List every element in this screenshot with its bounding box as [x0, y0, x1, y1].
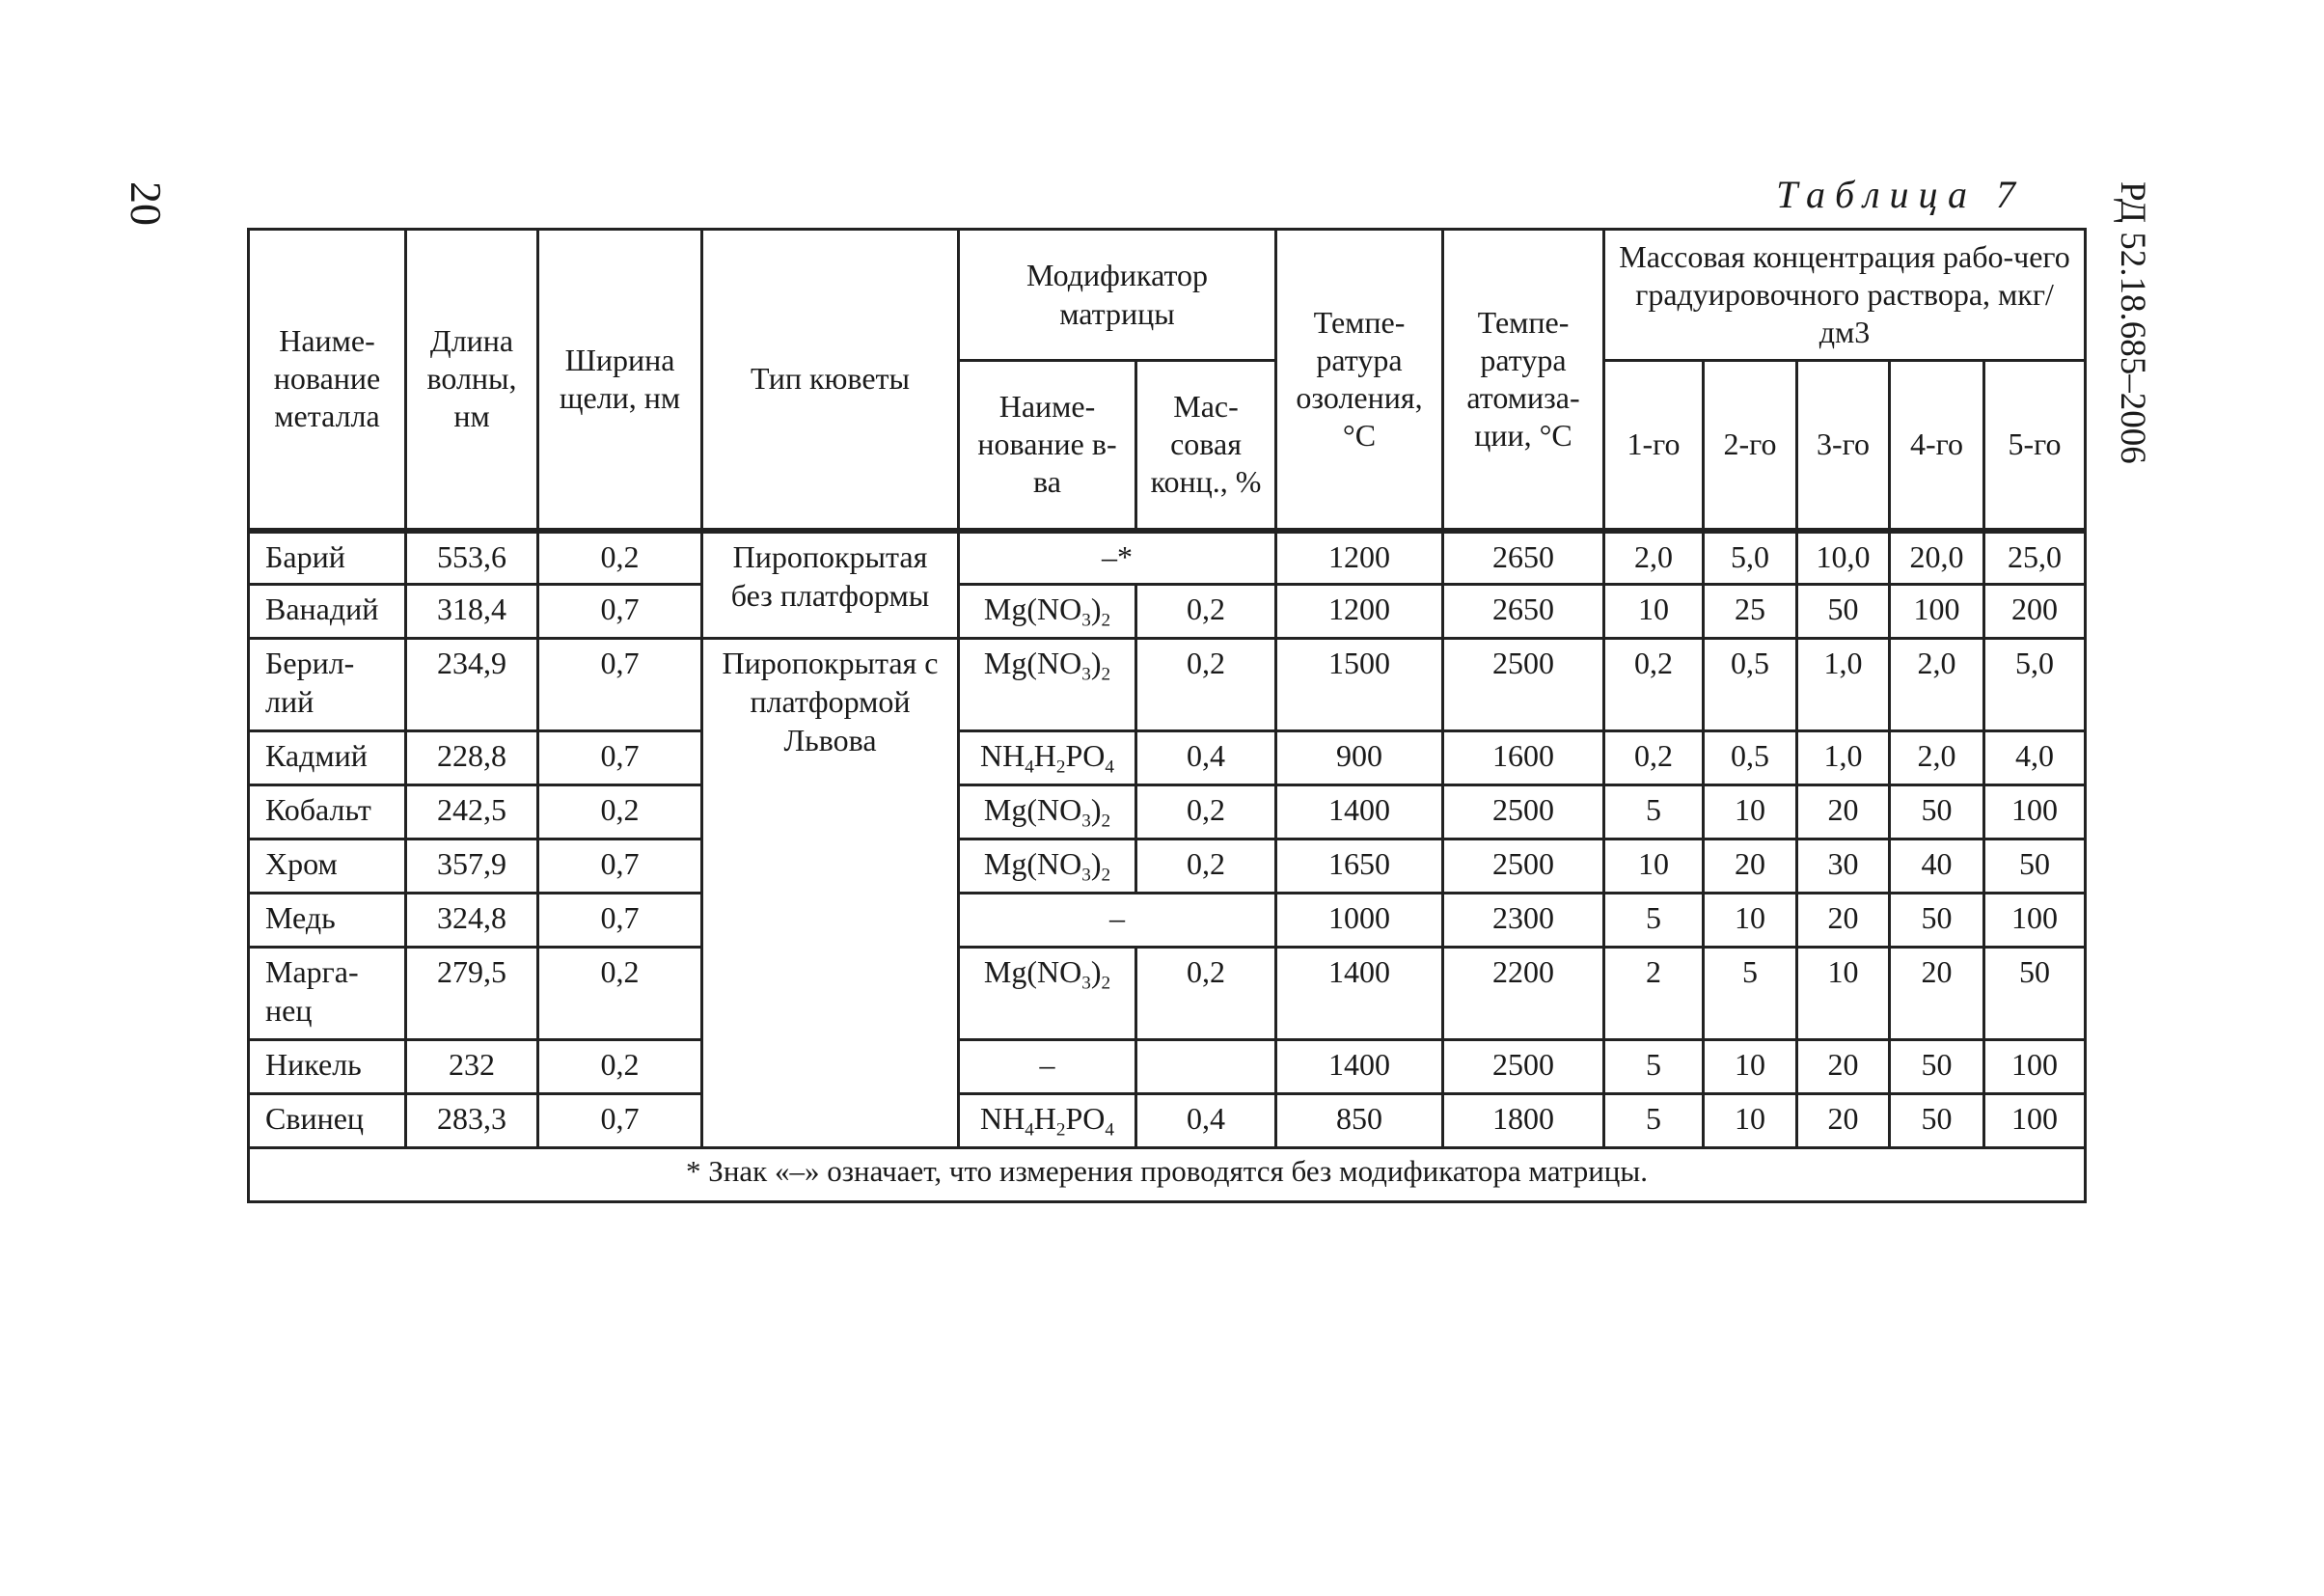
cell-conc-2: 10 [1704, 894, 1797, 948]
cell-modifier: $Mg(NO_3)_2$ [959, 785, 1136, 839]
cell-conc-2: 10 [1704, 785, 1797, 839]
header-mass-conc: Массовая концентрация рабо-чего градуировочного раствора, мкг/дм3 [1604, 230, 2086, 361]
cell-ash-temp: 1200 [1276, 585, 1443, 639]
cell-conc-4: 50 [1890, 1040, 1984, 1094]
header-wavelength: Длина волны, нм [406, 230, 538, 531]
cell-slit: 0,2 [538, 1040, 702, 1094]
cell-modifier-conc: 0,4 [1136, 731, 1276, 785]
footnote-row [249, 1148, 2086, 1202]
cell-conc-3: 10 [1797, 948, 1890, 1040]
cell-modifier: $Mg(NO_3)_2$ [959, 839, 1136, 894]
cell-conc-4: 20 [1890, 948, 1984, 1040]
cell-conc-1: 5 [1604, 785, 1704, 839]
table-row [249, 585, 2086, 639]
cell-modifier: $NH_4H_2PO_4$ [959, 1094, 1136, 1148]
cell-conc-2: 25 [1704, 585, 1797, 639]
cell-modifier-conc: 0,2 [1136, 839, 1276, 894]
table-row [249, 731, 2086, 785]
cell-cuvette: Пиропокрытая без платформы [702, 531, 959, 639]
page-number: 20 [122, 181, 171, 226]
footnote: * Знак «–» означает, что измерения проводятся без модификатора матрицы. [249, 1148, 2086, 1202]
cell-wavelength: 318,4 [406, 585, 538, 639]
cell-wavelength: 234,9 [406, 639, 538, 731]
cell-conc-5: 4,0 [1984, 731, 2086, 785]
cell-slit: 0,7 [538, 639, 702, 731]
cell-cuvette: Пиропокрытая с платформой Львова [702, 639, 959, 1148]
cell-atom-temp: 2500 [1443, 785, 1604, 839]
cell-ash-temp: 1200 [1276, 531, 1443, 585]
table-row [249, 1040, 2086, 1094]
cell-ash-temp: 1400 [1276, 948, 1443, 1040]
table-title: Таблица 7 [1776, 173, 2025, 216]
cell-conc-2: 10 [1704, 1094, 1797, 1148]
header-atom-temp: Темпе-ратура атомиза-ции, °С [1443, 230, 1604, 531]
cell-ash-temp: 900 [1276, 731, 1443, 785]
cell-atom-temp: 2650 [1443, 585, 1604, 639]
cell-conc-3: 20 [1797, 894, 1890, 948]
header-level-3: 3-го [1797, 361, 1890, 531]
cell-modifier-conc [1136, 1040, 1276, 1094]
table-row [249, 894, 2086, 948]
table-row [249, 785, 2086, 839]
cell-metal: Хром [249, 839, 406, 894]
cell-conc-1: 5 [1604, 1094, 1704, 1148]
cell-slit: 0,7 [538, 1094, 702, 1148]
cell-wavelength: 279,5 [406, 948, 538, 1040]
cell-wavelength: 232 [406, 1040, 538, 1094]
cell-slit: 0,2 [538, 948, 702, 1040]
cell-atom-temp: 1600 [1443, 731, 1604, 785]
cell-slit: 0,2 [538, 785, 702, 839]
cell-slit: 0,7 [538, 731, 702, 785]
cell-conc-5: 200 [1984, 585, 2086, 639]
cell-conc-1: 0,2 [1604, 639, 1704, 731]
table-row [249, 839, 2086, 894]
cell-modifier-conc: 0,2 [1136, 639, 1276, 731]
cell-atom-temp: 2500 [1443, 1040, 1604, 1094]
cell-conc-2: 10 [1704, 1040, 1797, 1094]
cell-wavelength: 324,8 [406, 894, 538, 948]
cell-conc-3: 20 [1797, 785, 1890, 839]
cell-conc-2: 0,5 [1704, 731, 1797, 785]
cell-conc-4: 50 [1890, 894, 1984, 948]
cell-conc-3: 20 [1797, 1094, 1890, 1148]
cell-slit: 0,7 [538, 839, 702, 894]
cell-conc-1: 0,2 [1604, 731, 1704, 785]
cell-modifier: $Mg(NO_3)_2$ [959, 948, 1136, 1040]
cell-metal: Медь [249, 894, 406, 948]
cell-conc-5: 50 [1984, 948, 2086, 1040]
cell-metal: Ванадий [249, 585, 406, 639]
table-body [249, 531, 2086, 1202]
cell-conc-2: 0,5 [1704, 639, 1797, 731]
cell-atom-temp: 2300 [1443, 894, 1604, 948]
cell-conc-2: 5,0 [1704, 531, 1797, 585]
header-modifier: Модификатор матрицы [959, 230, 1276, 361]
cell-conc-1: 5 [1604, 894, 1704, 948]
cell-conc-4: 20,0 [1890, 531, 1984, 585]
cell-atom-temp: 2500 [1443, 639, 1604, 731]
cell-conc-5: 25,0 [1984, 531, 2086, 585]
cell-metal: Кадмий [249, 731, 406, 785]
cell-metal: Барий [249, 531, 406, 585]
cell-ash-temp: 1650 [1276, 839, 1443, 894]
cell-wavelength: 283,3 [406, 1094, 538, 1148]
cell-atom-temp: 2650 [1443, 531, 1604, 585]
cell-conc-4: 50 [1890, 785, 1984, 839]
header-slit: Ширина щели, нм [538, 230, 702, 531]
cell-wavelength: 228,8 [406, 731, 538, 785]
cell-modifier: $NH_4H_2PO_4$ [959, 731, 1136, 785]
cell-conc-2: 5 [1704, 948, 1797, 1040]
cell-conc-3: 20 [1797, 1040, 1890, 1094]
cell-wavelength: 553,6 [406, 531, 538, 585]
cell-modifier-conc: 0,2 [1136, 948, 1276, 1040]
cell-conc-5: 100 [1984, 894, 2086, 948]
cell-slit: 0,7 [538, 585, 702, 639]
cell-conc-5: 50 [1984, 839, 2086, 894]
header-level-5: 5-го [1984, 361, 2086, 531]
header-cuvette: Тип кюветы [702, 230, 959, 531]
table-header [249, 230, 2086, 531]
cell-conc-4: 2,0 [1890, 731, 1984, 785]
header-level-2: 2-го [1704, 361, 1797, 531]
table-row [249, 639, 2086, 731]
cell-conc-3: 1,0 [1797, 639, 1890, 731]
header-level-1: 1-го [1604, 361, 1704, 531]
cell-conc-4: 2,0 [1890, 639, 1984, 731]
cell-modifier-conc: 0,4 [1136, 1094, 1276, 1148]
cell-wavelength: 357,9 [406, 839, 538, 894]
table-row [249, 1094, 2086, 1148]
cell-conc-1: 2,0 [1604, 531, 1704, 585]
table-row [249, 948, 2086, 1040]
cell-conc-3: 50 [1797, 585, 1890, 639]
header-ash-temp: Темпе-ратура озоления, °С [1276, 230, 1443, 531]
cell-ash-temp: 1500 [1276, 639, 1443, 731]
header-modifier-conc: Мас-совая конц., % [1136, 361, 1276, 531]
cell-modifier: $Mg(NO_3)_2$ [959, 585, 1136, 639]
cell-conc-5: 5,0 [1984, 639, 2086, 731]
cell-modifier: – [959, 894, 1276, 948]
cell-conc-5: 100 [1984, 785, 2086, 839]
cell-conc-2: 20 [1704, 839, 1797, 894]
cell-modifier-conc: 0,2 [1136, 585, 1276, 639]
header-level-4: 4-го [1890, 361, 1984, 531]
cell-metal: Свинец [249, 1094, 406, 1148]
cell-slit: 0,2 [538, 531, 702, 585]
cell-metal: Берил-лий [249, 639, 406, 731]
cell-conc-3: 1,0 [1797, 731, 1890, 785]
cell-slit: 0,7 [538, 894, 702, 948]
cell-conc-3: 10,0 [1797, 531, 1890, 585]
cell-atom-temp: 2200 [1443, 948, 1604, 1040]
cell-conc-1: 10 [1604, 839, 1704, 894]
cell-conc-1: 10 [1604, 585, 1704, 639]
document-code: РД 52.18.685–2006 [2113, 181, 2152, 464]
cell-metal: Кобальт [249, 785, 406, 839]
cell-conc-4: 40 [1890, 839, 1984, 894]
header-modifier-name: Наиме-нование в-ва [959, 361, 1136, 531]
cell-atom-temp: 2500 [1443, 839, 1604, 894]
cell-modifier: $Mg(NO_3)_2$ [959, 639, 1136, 731]
cell-conc-4: 50 [1890, 1094, 1984, 1148]
cell-modifier: – [959, 1040, 1136, 1094]
cell-metal: Никель [249, 1040, 406, 1094]
cell-metal: Марга-нец [249, 948, 406, 1040]
cell-modifier: –* [959, 531, 1276, 585]
cell-ash-temp: 850 [1276, 1094, 1443, 1148]
cell-conc-1: 2 [1604, 948, 1704, 1040]
cell-conc-3: 30 [1797, 839, 1890, 894]
cell-ash-temp: 1400 [1276, 785, 1443, 839]
data-table [247, 228, 2087, 1203]
cell-conc-1: 5 [1604, 1040, 1704, 1094]
table-row [249, 531, 2086, 585]
header-metal: Наиме-нование металла [249, 230, 406, 531]
cell-conc-4: 100 [1890, 585, 1984, 639]
cell-ash-temp: 1400 [1276, 1040, 1443, 1094]
cell-conc-5: 100 [1984, 1040, 2086, 1094]
cell-ash-temp: 1000 [1276, 894, 1443, 948]
cell-atom-temp: 1800 [1443, 1094, 1604, 1148]
cell-conc-5: 100 [1984, 1094, 2086, 1148]
cell-modifier-conc: 0,2 [1136, 785, 1276, 839]
cell-wavelength: 242,5 [406, 785, 538, 839]
